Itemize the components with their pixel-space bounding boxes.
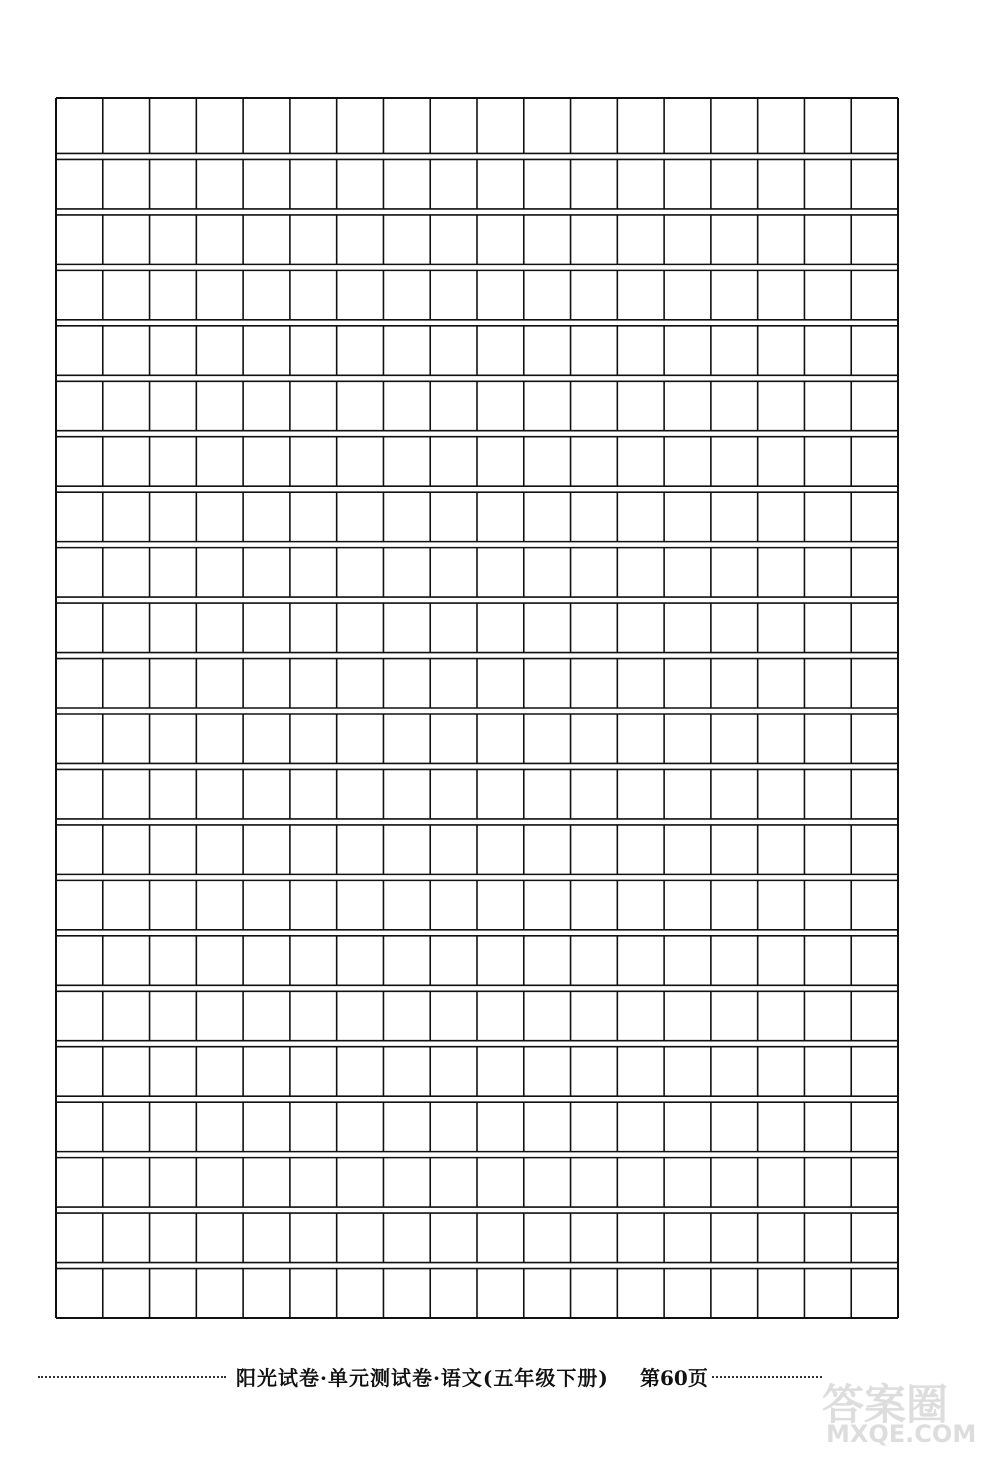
footer-title: 阳光试卷·单元测试卷·语文(五年级下册) xyxy=(236,1366,609,1390)
watermark-text-en: MXQE.COM xyxy=(826,1420,977,1448)
page-number: 第60页 xyxy=(640,1366,708,1390)
footer-dotted-line-left xyxy=(38,1376,226,1378)
watermark-logo xyxy=(822,1372,992,1452)
footer-dotted-line-right xyxy=(712,1376,822,1378)
watermark-text-cn: 答案圈 xyxy=(822,1380,949,1429)
